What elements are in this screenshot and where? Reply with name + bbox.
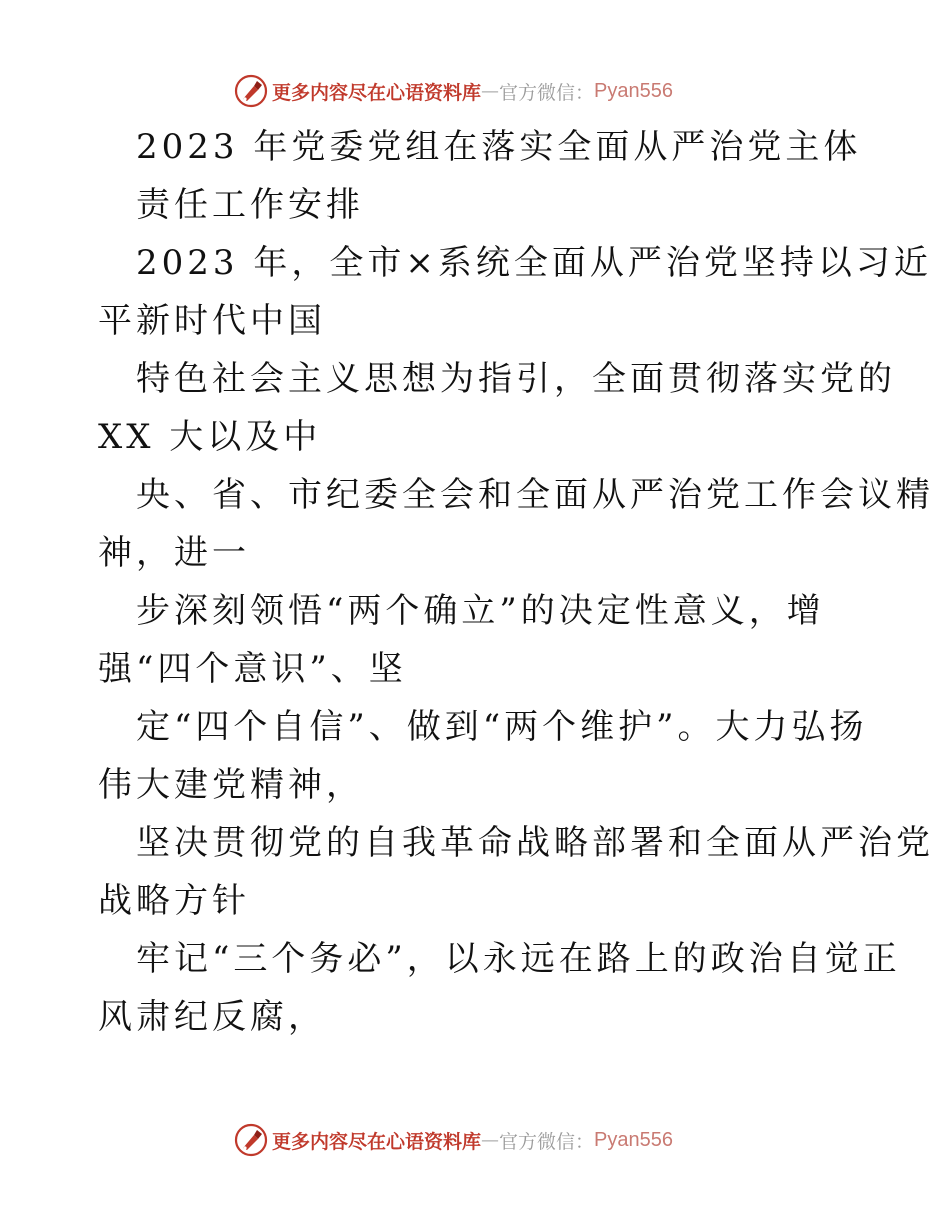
- banner-wechat-id: Pyan556: [594, 1128, 673, 1151]
- body-line: 定“四个自信”、做到“两个维护”。大力弘扬: [136, 707, 868, 747]
- banner-wechat-id: Pyan556: [594, 79, 673, 102]
- banner-subtitle: 官方微信：: [499, 1130, 595, 1153]
- body-line: 神，进一: [98, 533, 250, 573]
- body-line: 风肃纪反腐，: [98, 997, 326, 1037]
- body-line: 平新时代中国: [98, 301, 326, 341]
- banner-title: 更多内容尽在心语资料库: [272, 1130, 482, 1153]
- body-line: 战略方针: [98, 881, 250, 921]
- body-line: XX 大以及中: [98, 417, 322, 457]
- body-line: 步深刻领悟“两个确立”的决定性意义，增: [136, 591, 825, 631]
- banner-dash: —: [481, 1129, 500, 1151]
- pen-nib-icon: [234, 1123, 268, 1157]
- body-line: 坚决贯彻党的自我革命战略部署和全面从严治党: [136, 823, 934, 863]
- body-line: 强“四个意识”、坚: [98, 649, 407, 689]
- body-line: 特色社会主义思想为指引，全面贯彻落实党的: [136, 359, 896, 399]
- body-line: 伟大建党精神，: [98, 765, 364, 805]
- footer-banner[interactable]: [234, 1122, 714, 1158]
- pen-nib-icon: [234, 74, 268, 108]
- banner-title: 更多内容尽在心语资料库: [272, 81, 482, 104]
- banner-dash: —: [481, 80, 500, 102]
- title-line-2: 责任工作安排: [136, 185, 364, 225]
- body-line: 牢记“三个务必”，以永远在路上的政治自觉正: [136, 939, 901, 979]
- banner-subtitle: 官方微信：: [499, 81, 595, 104]
- body-line: 央、省、市纪委全会和全面从严治党工作会议精: [136, 475, 934, 515]
- title-line-1: 2023 年党委党组在落实全面从严治党主体: [136, 127, 862, 167]
- body-line: 2023 年，全市×系统全面从严治党坚持以习近: [136, 243, 932, 283]
- header-banner[interactable]: [234, 73, 714, 109]
